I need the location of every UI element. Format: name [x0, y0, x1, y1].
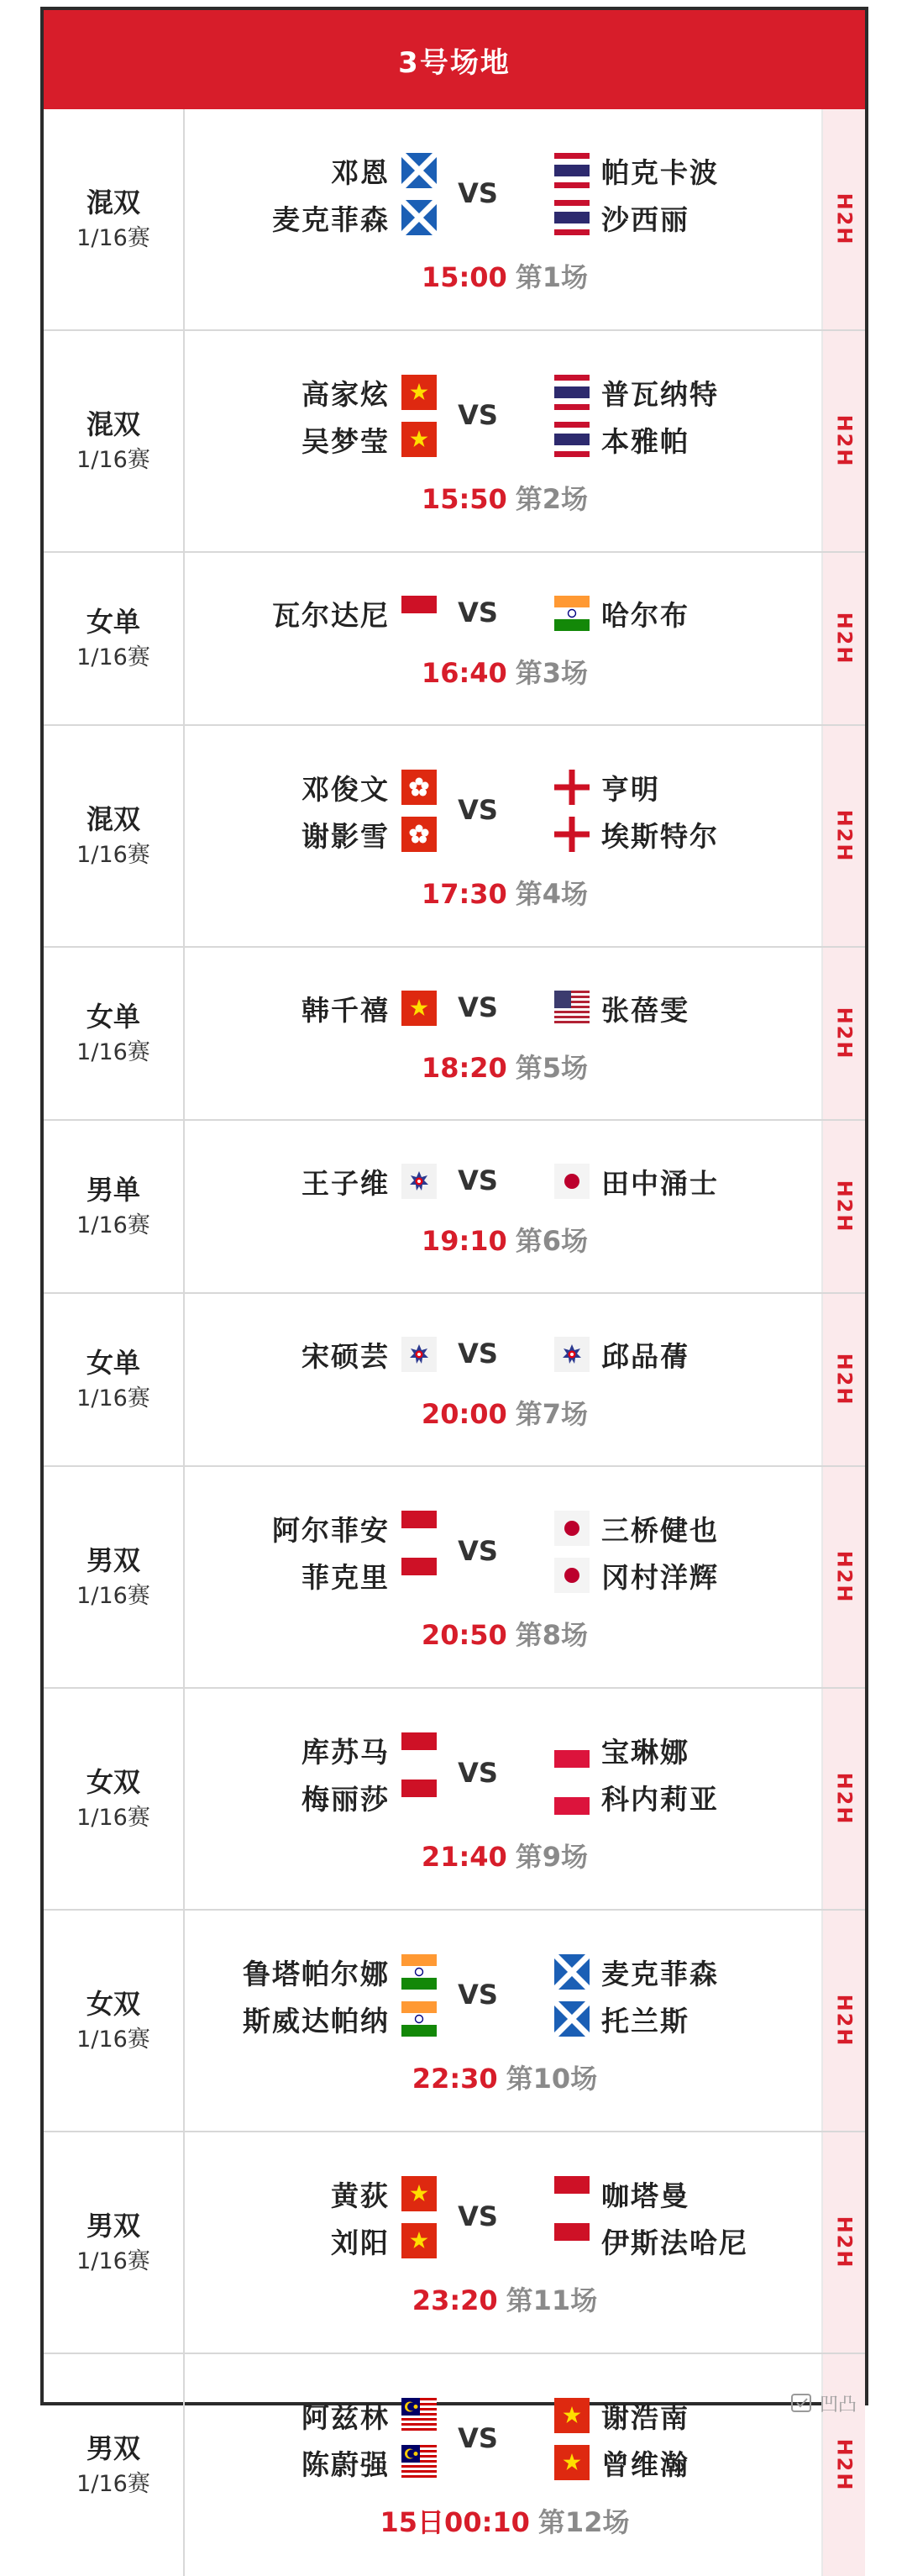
china-flag-icon [401, 2223, 437, 2258]
event-cell [44, 109, 185, 329]
player-name: 哈尔布 [601, 598, 689, 632]
player-entry [331, 2217, 437, 2264]
match-row[interactable] [44, 1911, 865, 2132]
h2h-button[interactable] [821, 553, 865, 724]
scotland-flag-icon [401, 153, 437, 188]
right-team [554, 764, 719, 858]
match-time: 21:40 [421, 1841, 507, 1873]
h2h-button[interactable] [821, 948, 865, 1119]
china-flag-icon [401, 375, 437, 410]
player-entry [301, 2439, 437, 2486]
player-entry [301, 811, 437, 858]
match-time: 15:00 [421, 261, 507, 293]
thailand-flag-icon [554, 422, 590, 457]
right-team [554, 1505, 719, 1599]
right-team [554, 369, 719, 463]
player-entry [554, 1948, 719, 1995]
event-cell [44, 1294, 185, 1465]
round-label: 1/16赛 [76, 1212, 150, 1238]
player-name: 帕克卡波 [601, 155, 719, 189]
player-name: 曾维瀚 [601, 2447, 689, 2481]
player-name: 田中涌士 [601, 1166, 719, 1200]
event-cell [44, 331, 185, 551]
matchup-cell [186, 1689, 823, 1909]
player-name: 沙西丽 [601, 202, 689, 236]
h2h-label: H2H [832, 1007, 856, 1060]
match-time-line [186, 2279, 823, 2318]
match-row[interactable] [44, 553, 865, 726]
india-flag-icon [554, 596, 590, 631]
player-name: 高家炫 [301, 377, 390, 411]
h2h-label: H2H [832, 612, 856, 665]
player-name: 陈蔚强 [301, 2447, 390, 2481]
h2h-label: H2H [832, 1353, 856, 1406]
match-time: 19:10 [421, 1225, 507, 1257]
h2h-label: H2H [832, 1772, 856, 1826]
right-team [554, 1331, 689, 1378]
player-entry [301, 416, 437, 463]
player-name: 王子维 [301, 1166, 390, 1200]
player-name: 普瓦纳特 [601, 377, 719, 411]
match-row[interactable] [44, 1294, 865, 1467]
vs-label: VS [458, 399, 498, 431]
player-entry [331, 2170, 437, 2217]
right-team [554, 147, 719, 241]
player-entry [554, 2439, 689, 2486]
player-entry [554, 369, 719, 416]
event-type: 男双 [86, 1544, 140, 1576]
vs-label: VS [458, 1535, 498, 1567]
scotland-flag-icon [554, 2001, 590, 2037]
player-name: 谢浩南 [601, 2400, 689, 2434]
player-name: 斯威达帕纳 [243, 2004, 390, 2037]
event-type: 混双 [86, 187, 140, 218]
watermark-icon [789, 2390, 815, 2416]
match-number: 第8场 [515, 1619, 589, 1651]
match-row[interactable] [44, 109, 865, 331]
h2h-label: H2H [832, 809, 856, 863]
player-entry [554, 2170, 689, 2217]
matchup-cell [186, 331, 823, 551]
right-team [554, 1158, 719, 1205]
player-name: 邱品蒨 [601, 1339, 689, 1373]
player-name: 梅丽莎 [301, 1782, 390, 1816]
h2h-button[interactable] [821, 1121, 865, 1292]
event-cell [44, 1121, 185, 1292]
event-cell [44, 726, 185, 946]
matchup-cell [186, 1121, 823, 1292]
event-type: 女双 [86, 1766, 140, 1798]
indonesia-flag-icon [554, 2176, 590, 2211]
h2h-label: H2H [832, 414, 856, 468]
left-team [331, 2170, 437, 2264]
match-row[interactable] [44, 2132, 865, 2354]
player-entry [301, 1158, 437, 1205]
hongkong-flag-icon [401, 817, 437, 852]
left-team [272, 147, 437, 241]
player-name: 刘阳 [331, 2226, 390, 2259]
h2h-button[interactable] [821, 331, 865, 551]
match-number: 第2场 [515, 483, 589, 515]
match-list [44, 109, 865, 2576]
player-name: 本雅帕 [601, 424, 689, 458]
player-name: 三桥健也 [601, 1513, 719, 1547]
left-team [301, 2392, 437, 2486]
match-number: 第9场 [515, 1841, 589, 1873]
match-time-line [186, 1047, 823, 1086]
player-entry [554, 1331, 689, 1378]
match-row[interactable] [44, 1121, 865, 1294]
player-entry [554, 1995, 689, 2042]
event-cell [44, 1689, 185, 1909]
match-time-line [186, 2501, 823, 2540]
player-entry [272, 590, 437, 637]
left-team [301, 1158, 437, 1205]
malaysia-flag-icon [401, 2445, 437, 2480]
chinese-taipei-flag-icon [401, 1164, 437, 1199]
event-cell [44, 948, 185, 1119]
player-name: 谢影雪 [301, 819, 390, 853]
hongkong-flag-icon [401, 770, 437, 805]
round-label: 1/16赛 [76, 1583, 150, 1609]
player-name: 麦克菲森 [601, 1957, 719, 1990]
player-entry [554, 1552, 719, 1599]
china-flag-icon [401, 991, 437, 1026]
event-type: 男双 [86, 2210, 140, 2242]
player-entry [301, 1552, 437, 1599]
event-type: 女单 [86, 1347, 140, 1379]
player-name: 科内莉亚 [601, 1782, 719, 1816]
player-entry [554, 1727, 689, 1774]
usa-flag-icon [554, 991, 590, 1026]
player-name: 菲克里 [301, 1560, 390, 1594]
player-name: 鲁塔帕尔娜 [243, 1957, 390, 1990]
player-entry [301, 764, 437, 811]
right-team [554, 2170, 748, 2264]
right-team [554, 2392, 689, 2486]
match-number: 第4场 [515, 878, 589, 910]
poland-flag-icon [554, 1780, 590, 1815]
match-time-line [186, 1393, 823, 1432]
player-name: 伊斯法哈尼 [601, 2226, 748, 2259]
vs-label: VS [458, 991, 498, 1023]
match-time-line [186, 478, 823, 517]
match-time-line [186, 1220, 823, 1259]
player-entry [554, 764, 660, 811]
match-row[interactable] [44, 726, 865, 948]
player-entry [554, 194, 689, 241]
matchup-cell [186, 1911, 823, 2131]
event-type: 混双 [86, 803, 140, 835]
h2h-label: H2H [832, 192, 856, 246]
event-type: 男双 [86, 2432, 140, 2464]
india-flag-icon [401, 1954, 437, 1990]
event-cell [44, 1467, 185, 1687]
japan-flag-icon [554, 1164, 590, 1199]
matchup-cell [186, 1294, 823, 1465]
match-time-line [186, 1836, 823, 1874]
round-label: 1/16赛 [76, 1039, 150, 1065]
round-label: 1/16赛 [76, 225, 150, 251]
match-time: 17:30 [421, 878, 507, 910]
vs-label: VS [458, 1164, 498, 1196]
court-title: 3号场地 [398, 45, 511, 80]
player-entry [243, 1948, 437, 1995]
h2h-label: H2H [832, 2438, 856, 2492]
player-entry [554, 416, 689, 463]
round-label: 1/16赛 [76, 644, 150, 670]
player-name: 韩千禧 [301, 993, 390, 1027]
indonesia-flag-icon [401, 1511, 437, 1546]
japan-flag-icon [554, 1558, 590, 1593]
left-team [301, 1331, 437, 1378]
match-number: 第11场 [506, 2284, 598, 2316]
vs-label: VS [458, 2422, 498, 2454]
event-type: 女单 [86, 1001, 140, 1033]
h2h-button[interactable] [821, 1689, 865, 1909]
match-number: 第1场 [515, 261, 589, 293]
event-type: 混双 [86, 408, 140, 440]
player-name: 埃斯特尔 [601, 819, 719, 853]
match-time: 20:00 [421, 1398, 507, 1430]
player-entry [554, 2217, 748, 2264]
indonesia-flag-icon [401, 596, 437, 631]
scotland-flag-icon [401, 200, 437, 235]
player-name: 麦克菲森 [272, 202, 390, 236]
schedule-card [40, 7, 868, 2538]
match-time-line [186, 2058, 823, 2096]
player-name: 黄荻 [331, 2179, 390, 2212]
player-name: 宝琳娜 [601, 1735, 689, 1769]
player-entry [331, 147, 437, 194]
round-label: 1/16赛 [76, 2471, 150, 2497]
chinese-taipei-flag-icon [554, 1337, 590, 1372]
left-team [243, 1948, 437, 2042]
match-time: 18:20 [421, 1052, 507, 1084]
match-time: 23:20 [412, 2284, 498, 2316]
matchup-cell [186, 948, 823, 1119]
round-label: 1/16赛 [76, 1805, 150, 1831]
h2h-label: H2H [832, 1550, 856, 1604]
player-name: 阿尔菲安 [272, 1513, 390, 1547]
left-team [272, 590, 437, 637]
left-team [301, 985, 437, 1032]
left-team [301, 1727, 437, 1821]
match-row[interactable] [44, 331, 865, 553]
watermark [672, 2382, 857, 2424]
player-entry [554, 147, 719, 194]
player-entry [272, 194, 437, 241]
vs-label: VS [458, 794, 498, 826]
h2h-button[interactable] [821, 726, 865, 946]
match-number: 第10场 [506, 2063, 598, 2095]
vs-label: VS [458, 1338, 498, 1369]
china-flag-icon [554, 2445, 590, 2480]
malaysia-flag-icon [401, 2398, 437, 2433]
matchup-cell [186, 2132, 823, 2353]
thailand-flag-icon [554, 153, 590, 188]
right-team [554, 985, 689, 1032]
match-time: 15日00:10 [380, 2506, 530, 2538]
match-number: 第5场 [515, 1052, 589, 1084]
player-entry [301, 1727, 437, 1774]
player-name: 邓恩 [331, 155, 390, 189]
player-entry [243, 1995, 437, 2042]
match-time-line [186, 652, 823, 691]
matchup-cell [186, 553, 823, 724]
player-entry [301, 369, 437, 416]
vs-label: VS [458, 597, 498, 628]
event-cell [44, 2354, 185, 2576]
player-entry [554, 590, 689, 637]
h2h-button[interactable] [821, 2132, 865, 2353]
event-cell [44, 2132, 185, 2353]
h2h-button[interactable] [821, 1294, 865, 1465]
match-time-line [186, 1614, 823, 1653]
player-entry [554, 2392, 689, 2439]
right-team [554, 1727, 719, 1821]
match-time: 15:50 [421, 483, 507, 515]
round-label: 1/16赛 [76, 1385, 150, 1412]
round-label: 1/16赛 [76, 2027, 150, 2053]
indonesia-flag-icon [401, 1780, 437, 1815]
match-number: 第3场 [515, 657, 589, 689]
player-name: 咖塔曼 [601, 2179, 689, 2212]
player-entry [554, 985, 689, 1032]
match-row[interactable] [44, 948, 865, 1121]
china-flag-icon [554, 2398, 590, 2433]
h2h-button[interactable] [821, 1467, 865, 1687]
england-flag-icon [554, 817, 590, 852]
england-flag-icon [554, 770, 590, 805]
vs-label: VS [458, 1979, 498, 2011]
player-name: 亨明 [601, 772, 660, 806]
matchup-cell [186, 726, 823, 946]
match-time: 20:50 [421, 1619, 507, 1651]
indonesia-flag-icon [401, 1558, 437, 1593]
player-name: 托兰斯 [601, 2004, 689, 2037]
match-row[interactable] [44, 1467, 865, 1689]
left-team [272, 1505, 437, 1599]
india-flag-icon [401, 2001, 437, 2037]
japan-flag-icon [554, 1511, 590, 1546]
vs-label: VS [458, 177, 498, 209]
event-cell [44, 1911, 185, 2131]
left-team [301, 764, 437, 858]
player-name: 阿兹林 [301, 2400, 390, 2434]
player-entry [301, 1331, 437, 1378]
player-name: 宋硕芸 [301, 1339, 390, 1373]
chinese-taipei-flag-icon [401, 1337, 437, 1372]
match-time: 22:30 [412, 2063, 498, 2095]
h2h-label: H2H [832, 1180, 856, 1233]
indonesia-flag-icon [401, 1732, 437, 1768]
match-number: 第7场 [515, 1398, 589, 1430]
player-entry [554, 1505, 719, 1552]
match-time: 16:40 [421, 657, 507, 689]
indonesia-flag-icon [554, 2223, 590, 2258]
round-label: 1/16赛 [76, 447, 150, 473]
match-number: 第12场 [537, 2506, 630, 2538]
player-entry [301, 985, 437, 1032]
player-entry [554, 1158, 719, 1205]
h2h-label: H2H [832, 2216, 856, 2269]
player-entry [301, 1774, 437, 1821]
match-time-line [186, 256, 823, 295]
event-type: 女双 [86, 1988, 140, 2020]
player-name: 张蓓雯 [601, 993, 689, 1027]
h2h-button[interactable] [821, 109, 865, 329]
poland-flag-icon [554, 1732, 590, 1768]
scotland-flag-icon [554, 1954, 590, 1990]
right-team [554, 1948, 719, 2042]
watermark-text: 凹凸 [819, 2394, 857, 2416]
court-header [44, 10, 865, 109]
player-entry [301, 2392, 437, 2439]
match-row[interactable] [44, 1689, 865, 1911]
matchup-cell [186, 109, 823, 329]
left-team [301, 369, 437, 463]
thailand-flag-icon [554, 200, 590, 235]
player-name: 冈村洋辉 [601, 1560, 719, 1594]
player-name: 邓俊文 [301, 772, 390, 806]
player-entry [272, 1505, 437, 1552]
right-team [554, 590, 689, 637]
china-flag-icon [401, 2176, 437, 2211]
thailand-flag-icon [554, 375, 590, 410]
event-type: 女单 [86, 606, 140, 638]
h2h-button[interactable] [821, 1911, 865, 2131]
round-label: 1/16赛 [76, 2248, 150, 2274]
vs-label: VS [458, 1757, 498, 1789]
event-cell [44, 553, 185, 724]
match-number: 第6场 [515, 1225, 589, 1257]
vs-label: VS [458, 2200, 498, 2232]
player-name: 吴梦莹 [301, 424, 390, 458]
match-time-line [186, 873, 823, 912]
player-name: 瓦尔达尼 [272, 598, 390, 632]
matchup-cell [186, 1467, 823, 1687]
player-name: 库苏马 [301, 1735, 390, 1769]
h2h-label: H2H [832, 1994, 856, 2048]
event-type: 男单 [86, 1174, 140, 1206]
player-entry [554, 1774, 719, 1821]
round-label: 1/16赛 [76, 842, 150, 868]
player-entry [554, 811, 719, 858]
china-flag-icon [401, 422, 437, 457]
